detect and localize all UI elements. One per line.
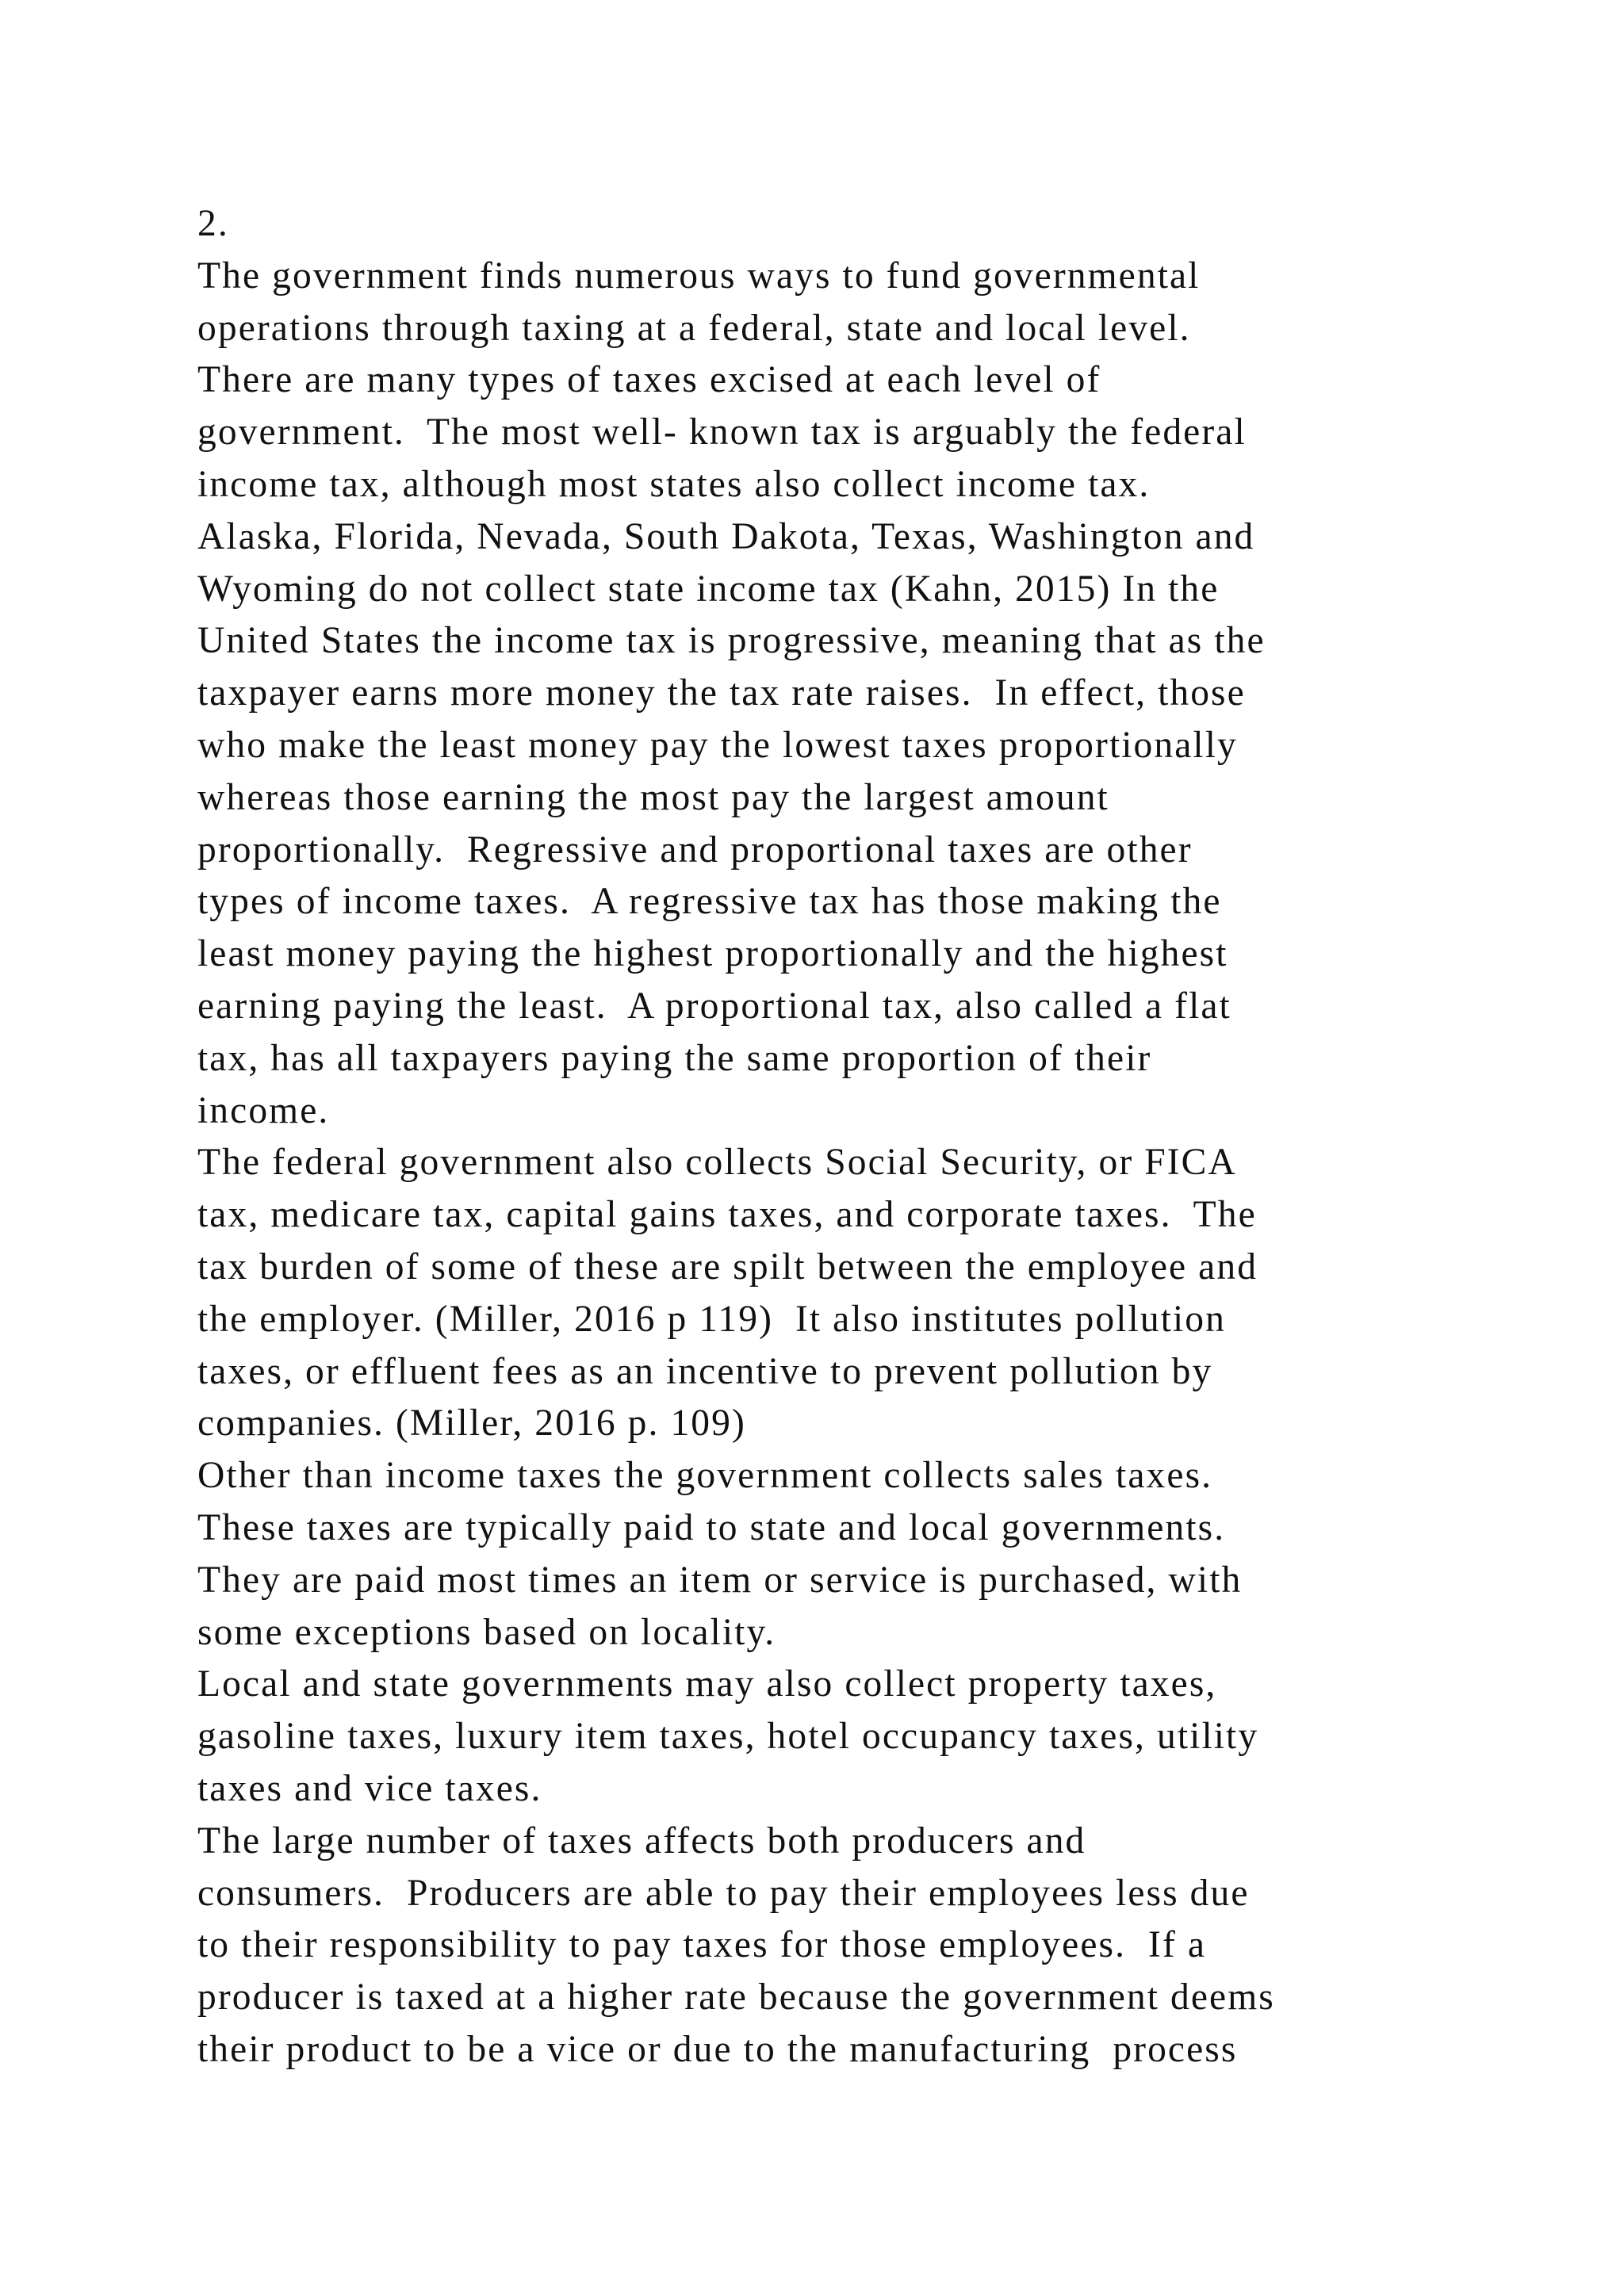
text-line: The federal government also collects Social Security, or FICA xyxy=(197,1142,1237,1184)
text-line: taxpayer earns more money the tax rate raises. In effect, those xyxy=(197,672,1246,714)
text-line: consumers. Producers are able to pay their employees less due xyxy=(197,1872,1250,1914)
text-line: companies. (Miller, 2016 p. 109) xyxy=(197,1402,746,1445)
text-line: Alaska, Florida, Nevada, South Dakota, Texas, Washington and xyxy=(197,515,1255,557)
text-line: least money paying the highest proportionally and the highest xyxy=(197,933,1228,975)
text-line: taxes, or effluent fees as an incentive to prevent pollution by xyxy=(197,1350,1213,1392)
text-line: some exceptions based on locality. xyxy=(197,1611,776,1653)
text-line: the employer. (Miller, 2016 p 119) It also institutes pollution xyxy=(197,1298,1226,1340)
text-line: Wyoming do not collect state income tax (Kahn, 2015) In the xyxy=(197,568,1220,610)
text-line: to their responsibility to pay taxes for those employees. If a xyxy=(197,1924,1207,1966)
text-line: who make the least money pay the lowest taxes proportionally xyxy=(197,724,1238,766)
text-line: 2. xyxy=(197,203,229,244)
text-line: producer is taxed at a higher rate because the government deems xyxy=(197,1976,1275,2019)
text-line: proportionally. Regressive and proportional taxes are other xyxy=(197,828,1193,871)
text-line: tax, has all taxpayers paying the same proportion of their xyxy=(197,1037,1152,1079)
text-line: The large number of taxes affects both producers and xyxy=(197,1820,1086,1862)
text-line: income tax, although most states also collect income tax. xyxy=(197,463,1151,505)
text-line: tax, medicare tax, capital gains taxes, and corporate taxes. The xyxy=(197,1194,1257,1236)
text-line: They are paid most times an item or service is purchased, with xyxy=(197,1559,1243,1601)
text-line: The government finds numerous ways to fund governmental xyxy=(197,254,1201,297)
text-line: gasoline taxes, luxury item taxes, hotel occupancy taxes, utility xyxy=(197,1716,1259,1758)
text-line: Other than income taxes the government collects sales taxes. xyxy=(197,1455,1213,1497)
text-line: These taxes are typically paid to state and local governments. xyxy=(197,1506,1226,1548)
text-line: Local and state governments may also collect property taxes, xyxy=(197,1663,1217,1705)
text-line: types of income taxes. A regressive tax has those making the xyxy=(197,881,1222,923)
text-line: government. The most well- known tax is arguably the federal xyxy=(197,411,1247,453)
text-line: whereas those earning the most pay the largest amount xyxy=(197,776,1109,818)
text-line: earning paying the least. A proportional tax, also called a flat xyxy=(197,985,1231,1027)
text-line: operations through taxing at a federal, state and local level. xyxy=(197,307,1191,349)
text-line: tax burden of some of these are spilt between the employee and xyxy=(197,1246,1258,1288)
text-line: their product to be a vice or due to the manufacturing process xyxy=(197,2028,1238,2070)
text-line: There are many types of taxes excised at each level of xyxy=(197,359,1101,401)
text-line: United States the income tax is progressive, meaning that as the xyxy=(197,620,1266,662)
document-body-text xyxy=(197,198,1609,2076)
text-line: taxes and vice taxes. xyxy=(197,1767,542,1809)
text-line: income. xyxy=(197,1089,330,1131)
